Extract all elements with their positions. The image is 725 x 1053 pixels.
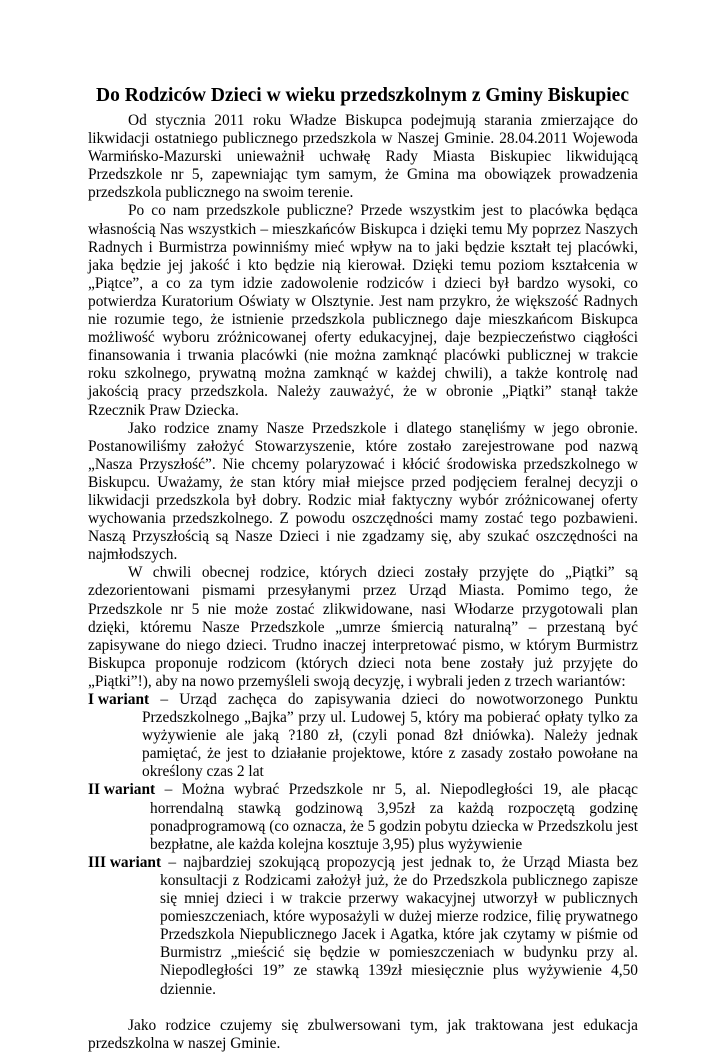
variant-1-text: – Urząd zachęca do zapisywania dzieci do nowotworzonego Punktu Przedszkolnego „Bajka” przy ul. Ludowej 5, który ma pobierać opłaty tylko za wyżywienie ale jaką ?180 zł, (czyli ponad 8zł dniówka). Należy jednak pamiętać, że jest to działanie projektowe, które z zasady zostało powołane na określony czas 2 lat <box>142 691 638 781</box>
variant-3 <box>88 854 638 999</box>
variant-2 <box>88 781 638 853</box>
variant-3-text: – najbardziej szokującą propozycją jest jednak to, że Urząd Miasta bez konsultacji z Rodzicami założył już, że do Przedszkola publicznego zapisze się mniej dzieci i w trakcie przerwy wakacyjnej utworzył w publicznych pomieszczeniach, które wyposażyli w dużej mierze rodzice, filię prywatnego Przedszkola Niepublicznego Jacek i Agatka, które jak czytamy w piśmie od Burmistrz „mieścić się będzie w pomieszczeniach w budynku przy al. Niepodległości 19” ze stawką 139zł miesięcznie plus wyżywienie 4,50 dziennie. <box>160 853 638 998</box>
paragraph-2: Po co nam przedszkole publiczne? Przede wszystkim jest to placówka będąca własnością Nas wszystkich – mieszkańców Biskupca i dzięki temu My poprzez Naszych Radnych i Burmistrza powinniśmy mieć wpływ na to jaki będzie kształt tej placówki, jaka będzie jej jakość i kto będzie nią kierował. Dzięki temu poziom kształcenia w „Piątce”, a co za tym idzie zadowolenie rodziców i dzieci był bardzo wysoki, co potwierdza Kuratorium Oświaty w Olsztynie. Jest nam przykro, że większość Radnych nie rozumie tego, że istnienie przedszkola publicznego daje mieszkańcom Biskupca możliwość wyboru zróżnicowanej oferty edukacyjnej, daje bezpieczeństwo ciągłości finansowania i trwania placówki (nie można zamknąć placówki publicznej w trakcie roku szkolnego, prywatną można zamknąć w każdej chwili), a także kontrolę nad jakością pracy przedszkola. Należy zauważyć, że w obronie „Piątki” stanął także Rzecznik Praw Dziecka. <box>88 202 638 419</box>
document-title: Do Rodziców Dzieci w wieku przedszkolnym z Gminy Biskupiec <box>96 85 629 106</box>
variant-2-text: – Można wybrać Przedszkole nr 5, al. Niepodległości 19, ale płacąc horrendalną stawką godzinową 3,95zł za każdą rozpoczętą godzinę ponadprogramową (co oznacza, że 5 godzin pobytu dziecka w Przedszkolu jest bezpłatne, ale każda kolejna kosztuje 3,95) plus wyżywienie <box>150 781 638 853</box>
paragraph-4: W chwili obecnej rodzice, których dzieci zostały przyjęte do „Piątki” są zdezorientowani pismami przesyłanymi przez Urząd Miasta. Pomimo tego, że Przedszkole nr 5 nie może zostać zlikwidowane, nasi Włodarze przygotowali plan dzięki, któremu Nasze Przedszkole „umrze śmiercią naturalną” – przestaną być zapisywane do niego dzieci. Trudno inaczej interpretować pismo, w którym Burmistrz Biskupca proponuje rodzicom (których dzieci nota bene zostały już przyjęte do „Piątki”!), aby na nowo przemyśleli swoją decyzję, i wybrali jeden z trzech wariantów: <box>88 564 638 690</box>
variant-1-label: I wariant <box>88 691 150 708</box>
paragraph-1: Od stycznia 2011 roku Władze Biskupca podejmują starania zmierzające do likwidacji ostatniego publicznego przedszkola w Naszej Gminie. 28.04.2011 Wojewoda Warmińsko-Mazurski unieważnił uchwałę Rady Miasta Biskupiec likwidującą Przedszkole nr 5, zapewniając tym samym, że Gmina ma obowiązek prowadzenia przedszkola publicznego na swoim terenie. <box>88 112 638 202</box>
document-body <box>88 112 638 1053</box>
paragraph-3: Jako rodzice znamy Nasze Przedszkole i dlatego stanęliśmy w jego obronie. Postanowiliśmy założyć Stowarzyszenie, które zostało zarejestrowane pod nazwą „Nasza Przyszłość”. Nie chcemy polaryzować i kłócić środowiska przedszkolnego w Biskupcu. Uważamy, że stan który miał miejsce przed podjęciem feralnej decyzji o likwidacji przedszkola był dobry. Rodzic miał faktyczny wybór zróżnicowanej oferty wychowania przedszkolnego. Z powodu oszczędności mamy zostać tego pozbawieni. Naszą Przyszłością są Nasze Dzieci i nie zgadzamy się, aby szukać oszczędności na najmłodszych. <box>88 419 638 564</box>
variant-3-label: III wariant <box>88 853 162 871</box>
variant-1 <box>88 691 638 781</box>
closing-paragraph: Jako rodzice czujemy się zbulwersowani tym, jak traktowana jest edukacja przedszkolna w naszej Gminie. <box>88 1016 638 1052</box>
variant-2-label: II wariant <box>88 781 156 799</box>
